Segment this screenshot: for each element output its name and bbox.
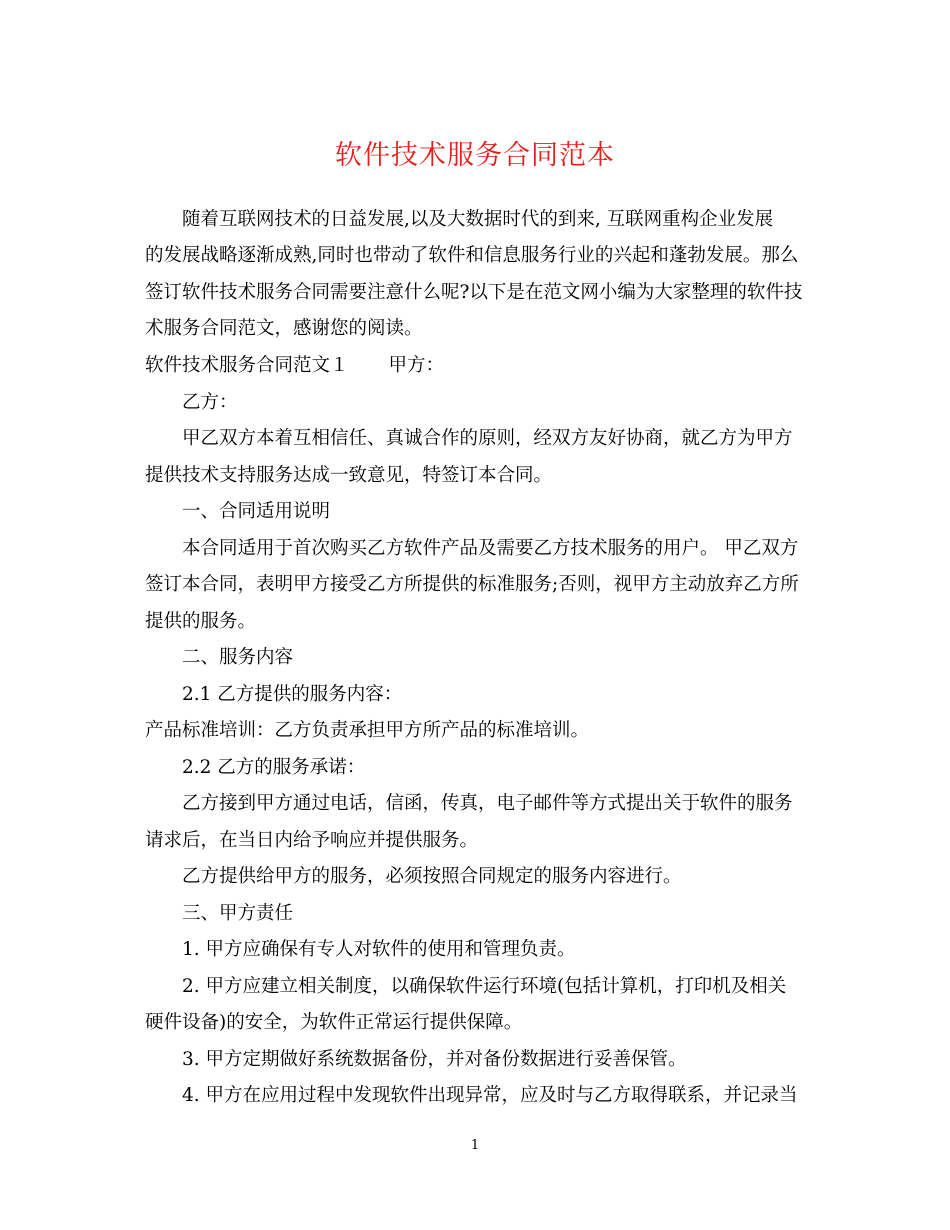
section-2-title: 二、服务内容 [182, 647, 294, 668]
section-2-2-line-1: 乙方接到甲方通过电话，信函，传真，电子邮件等方式提出关于软件的服务 [182, 793, 793, 814]
sample-heading-line [145, 348, 810, 385]
section-3-item-2-line-2: 硬件设备)的安全，为软件正常运行提供保障。 [145, 1012, 523, 1033]
intro-line-2: 的发展战略逐渐成熟,同时也带动了软件和信息服务行业的兴起和蓬勃发展。那么 [145, 245, 799, 266]
section-3-item-3: 3. 甲方定期做好系统数据备份，并对备份数据进行妥善保管。 [182, 1049, 687, 1070]
sample-heading: 软件技术服务合同范文１ [145, 355, 349, 376]
intro-line-3: 签订软件技术服务合同需要注意什么呢?以下是在范文网小编为大家整理的软件技 [145, 282, 803, 303]
section-1-line-3: 提供的服务。 [145, 611, 257, 632]
party-a-label: 甲方： [388, 355, 445, 376]
section-1-title: 一、合同适用说明 [182, 501, 331, 522]
section-2-2-line-2: 请求后，在当日内给予响应并提供服务。 [145, 830, 479, 851]
section-3-item-2-line-1: 2. 甲方应建立相关制度，以确保软件运行环境(包括计算机，打印机及相关 [182, 976, 787, 997]
section-1-line-2: 签订本合同，表明甲方接受乙方所提供的标准服务;否则，视甲方主动放弃乙方所 [145, 574, 799, 595]
intro-line-4: 术服务合同范文，感谢您的阅读。 [145, 318, 423, 339]
intro-line-1: 随着互联网技术的日益发展,以及大数据时代的到来, 互联网重构企业发展 [182, 209, 774, 230]
page-number: 1 [470, 1138, 480, 1153]
preamble-line-2: 提供技术支持服务达成一致意见，特签订本合同。 [145, 465, 553, 486]
section-3-item-4: 4. 甲方在应用过程中发现软件出现异常，应及时与乙方取得联系，并记录当 [182, 1085, 798, 1106]
section-2-1-body: 产品标准培训：乙方负责承担甲方所产品的标准培训。 [145, 720, 590, 741]
section-2-2-line-3: 乙方提供给甲方的服务，必须按照合同规定的服务内容进行。 [182, 866, 682, 887]
page-title: 软件技术服务合同范本 [335, 140, 615, 171]
section-2-2-title: 2.2 乙方的服务承诺： [182, 757, 366, 778]
section-3-item-1: 1. 甲方应确保有专人对软件的使用和管理负责。 [182, 939, 576, 960]
party-b-label: 乙方： [182, 392, 238, 413]
section-1-line-1: 本合同适用于首次购买乙方软件产品及需要乙方技术服务的用户。 甲乙双方 [182, 538, 799, 559]
section-3-title: 三、甲方责任 [182, 903, 294, 924]
preamble-line-1: 甲乙双方本着互相信任、真诚合作的原则，经双方友好协商，就乙方为甲方 [182, 428, 793, 449]
section-2-1-title: 2.1 乙方提供的服务内容： [182, 684, 403, 705]
